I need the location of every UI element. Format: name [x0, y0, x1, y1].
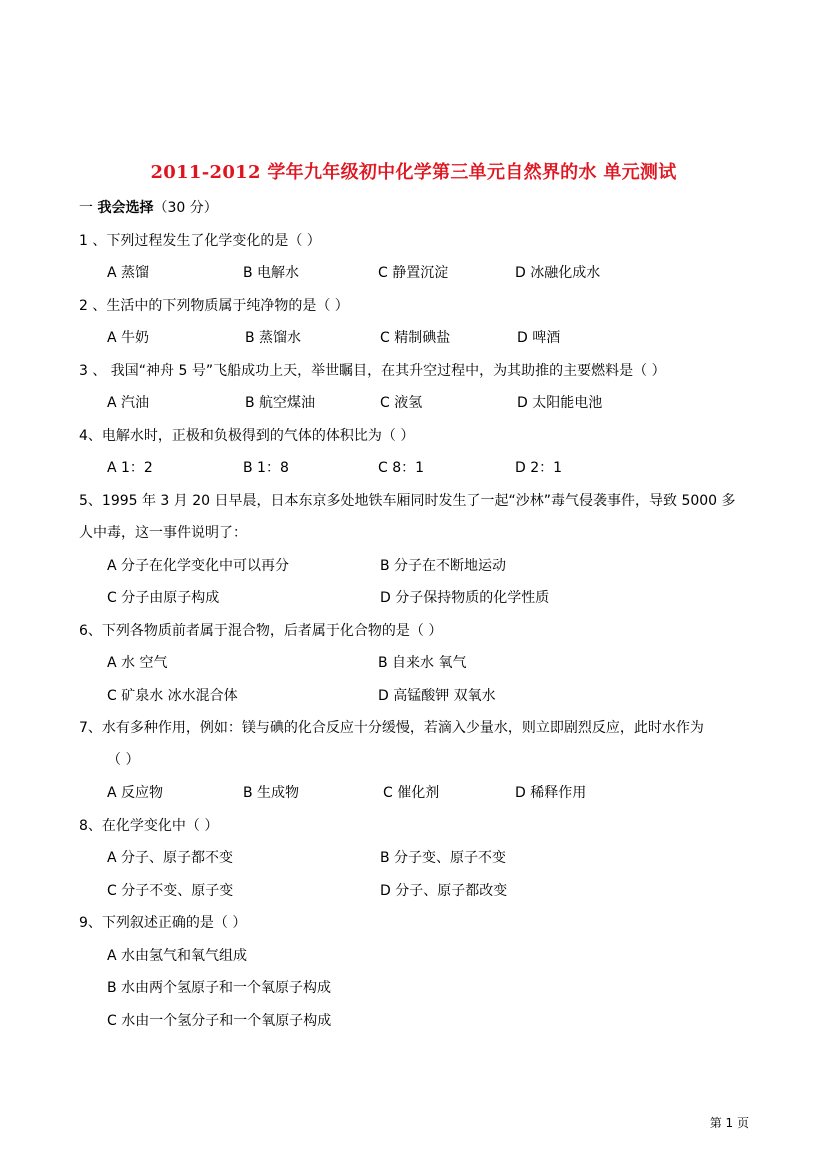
- question-6-option-c: C 矿泉水 冰水混合体: [107, 688, 238, 704]
- question-5-stem: 5、1995 年 3 月 20 日早晨，日本东京多处地铁车厢同时发生了一起“沙林”毒气侵袭事件，导致 5000 多: [79, 493, 736, 509]
- question-1-option-b: B 电解水: [243, 265, 300, 281]
- question-6-stem: 6、下列各物质前者属于混合物，后者属于化合物的是（ ）: [79, 623, 443, 639]
- question-1-option-c: C 静置沉淀: [378, 265, 449, 281]
- question-9-option-a: A 水由氢气和氧气组成: [107, 948, 248, 964]
- section-heading: [79, 198, 218, 218]
- question-7-stem-continued: （ ）: [107, 752, 140, 768]
- question-8-stem: 8、在化学变化中（ ）: [79, 818, 219, 834]
- question-7-option-b: B 生成物: [243, 785, 300, 801]
- section-prefix: 一: [79, 200, 98, 216]
- question-8-option-b: B 分子变、原子不变: [380, 850, 507, 866]
- question-4-option-d: D 2：1: [515, 460, 563, 476]
- question-3-stem: 3 、 我国“神舟 5 号”飞船成功上天，举世瞩目，在其升空过程中，为其助推的主要燃料是（ ）: [79, 363, 666, 379]
- question-9-option-c: C 水由一个氢分子和一个氧原子构成: [107, 1013, 332, 1029]
- question-7-option-d: D 稀释作用: [515, 785, 587, 801]
- question-8-option-d: D 分子、原子都改变: [380, 883, 508, 899]
- question-4-stem: 4、电解水时，正极和负极得到的气体的体积比为（ ）: [79, 428, 415, 444]
- question-2-option-d: D 啤酒: [517, 330, 561, 346]
- page-number: 第 1 页: [709, 1116, 749, 1130]
- question-5-option-d: D 分子保持物质的化学性质: [380, 590, 550, 606]
- question-2-stem: 2 、生活中的下列物质属于纯净物的是（ ）: [79, 298, 349, 314]
- question-8-option-c: C 分子不变、原子变: [107, 883, 234, 899]
- question-2-option-a: A 牛奶: [107, 330, 150, 346]
- question-6-option-b: B 自来水 氧气: [378, 655, 467, 671]
- question-3-option-b: B 航空煤油: [245, 395, 316, 411]
- question-9-option-b: B 水由两个氢原子和一个氧原子构成: [107, 980, 332, 996]
- question-4-option-a: A 1：2: [107, 460, 153, 476]
- page-title: 2011-2012 学年九年级初中化学第三单元自然界的水 单元测试: [150, 162, 677, 183]
- question-1-option-d: D 冰融化成水: [515, 265, 601, 281]
- section-score: （30 分）: [153, 200, 218, 216]
- question-6-option-d: D 高锰酸钾 双氧水: [378, 688, 496, 704]
- question-2-option-b: B 蒸馏水: [245, 330, 302, 346]
- question-7-stem: 7、水有多种作用，例如：镁与碘的化合反应十分缓慢，若滴入少量水，则立即剧烈反应，此时水作为: [79, 720, 704, 736]
- question-9-stem: 9、下列叙述正确的是（ ）: [79, 915, 247, 931]
- question-1-stem: 1 、下列过程发生了化学变化的是（ ）: [79, 233, 321, 249]
- question-5-option-a: A 分子在化学变化中可以再分: [107, 558, 290, 574]
- question-4-option-b: B 1：8: [243, 460, 289, 476]
- question-7-option-a: A 反应物: [107, 785, 164, 801]
- question-4-option-c: C 8：1: [378, 460, 425, 476]
- question-1-option-a: A 蒸馏: [107, 265, 150, 281]
- question-3-option-d: D 太阳能电池: [517, 395, 603, 411]
- question-8-option-a: A 分子、原子都不变: [107, 850, 234, 866]
- section-bold-title: 我会选择: [97, 200, 154, 216]
- question-6-option-a: A 水 空气: [107, 655, 168, 671]
- question-5-stem-continued: 人中毒，这一事件说明了：: [79, 525, 247, 541]
- question-7-option-c: C 催化剂: [383, 785, 440, 801]
- question-2-option-c: C 精制碘盐: [380, 330, 451, 346]
- question-3-option-c: C 液氢: [380, 395, 423, 411]
- question-5-option-b: B 分子在不断地运动: [380, 558, 507, 574]
- question-5-option-c: C 分子由原子构成: [107, 590, 220, 606]
- question-3-option-a: A 汽油: [107, 395, 150, 411]
